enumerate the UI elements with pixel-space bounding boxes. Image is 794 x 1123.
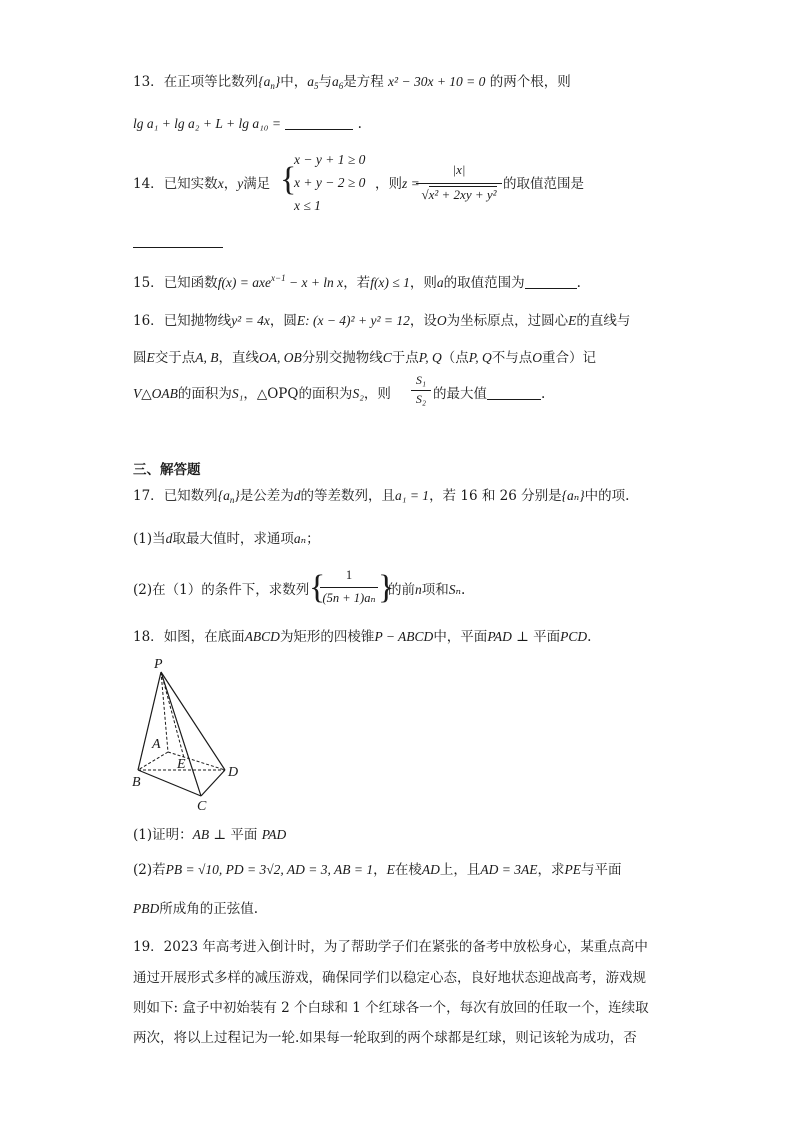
q17-fraction-numerator: 1 bbox=[345, 568, 353, 582]
q14-tail-text: 的取值范围是 bbox=[503, 176, 584, 192]
q17-line1: 17．已知数列$\{a_n\}$是公差为d的等差数列，且a₁ = 1，若 16 和 26 分别是{aₙ}中的项. bbox=[133, 488, 630, 505]
q14-line1: 14．已知实数x，y满足 bbox=[133, 176, 271, 192]
label-A: A bbox=[152, 737, 161, 752]
q15-number: 15． bbox=[133, 275, 164, 291]
q16-fraction-numerator: S₁ bbox=[415, 373, 427, 387]
document-page: 13．在正项等比数列$\{a_n\}$中，$a_5$与$a_6$是方程 x² − 30x + 10 = 0 的两个根，则 lg a₁ + lg a₂ + L + lg a₁₀ = . 14．已知实数x，y满足 { x − y + 1 ≥ 0 x + y − 2 ≥ 0 x ≤ 1 ，则z = |x| √x² + 2xy + y² 的取值范围是 15．已知函数f(x) = axe$^{x-1}$ − x + ln x，若f(x) ≤ 1，则a的取值范围为 . 16．已知抛物线y² = 4x，圆E: (x − 4)² + y² = 12，设O为坐标原点，过圆心E的直线与 圆E交于点A, B，直线OA, OB分别交抛物线C于点P, Q（点P, Q不与点O重合）记 V△OAB的面积为S₁，△OPQ的面积为S₂，则 S₁ S₂ 的最大值 . 三、解答题 17．已知数列$\{a_n\}$是公差为d的等差数列，且a₁ = 1，若 16 和 26 分别是{aₙ}中的项. (1)当d取最大值时，求通项aₙ； (2)在（1）的条件下，求数列 { 1 (5n + 1)aₙ } 的前n项和Sₙ. 18．如图，在底面ABCD为矩形的四棱锥P − ABCD中，平面PAD ⊥ 平面PCD. P A E D B C (1)证明：AB ⊥ 平面 PAD (2)若PB = √10, PD = 3√2, AD = 3, AB = 1，E在棱AD上，且AD = 3AE，求PE与平面 PBD所成角的正弦值. 19．2023 年高考进入倒计时，为了帮助学子们在紧张的备考中放松身心，某重点高中 通过开展形式多样的减压游戏，确保同学们以稳定心态，良好地状态迎战高考，游戏规 则如下: 盒子中初始装有 2 个白球和 1 个红球各一个，每次有放回的任取一个，连续取 两次，将以上过程记为一轮.如果每一轮取到的两个球都是红球，则记该轮为成功，否 bbox=[0, 0, 794, 1123]
q13-answer-blank[interactable] bbox=[285, 115, 353, 130]
q19-line3: 则如下: 盒子中初始装有 2 个白球和 1 个红球各一个，每次有放回的任取一个，连续取 bbox=[133, 1000, 649, 1016]
q14-answer-blank[interactable] bbox=[133, 247, 223, 248]
q16-fraction-bar bbox=[411, 390, 431, 391]
q13-line2: lg a₁ + lg a₂ + L + lg a₁₀ = . bbox=[133, 116, 362, 132]
q16-number: 16． bbox=[133, 313, 164, 329]
q19-line4: 两次，将以上过程记为一轮.如果每一轮取到的两个球都是红球，则记该轮为成功，否 bbox=[133, 1030, 637, 1046]
edge-PE bbox=[161, 672, 184, 758]
q17-part1: (1)当d取最大值时，求通项aₙ； bbox=[133, 531, 320, 547]
q17-fraction-denominator: (5n + 1)aₙ bbox=[322, 591, 376, 605]
q14-constraint-3: x ≤ 1 bbox=[294, 198, 321, 213]
q17-right-brace: } bbox=[378, 569, 395, 606]
q16-fraction-denominator: S₂ bbox=[415, 392, 427, 406]
q14-fraction-denominator: √x² + 2xy + y² bbox=[421, 187, 497, 202]
q14-fraction-bar bbox=[416, 183, 502, 184]
q14-system-brace: { bbox=[280, 161, 297, 198]
q15-answer-blank[interactable] bbox=[525, 274, 577, 289]
q17-part2: (2)在（1）的条件下，求数列 bbox=[133, 582, 310, 598]
edge-BC bbox=[138, 770, 201, 796]
q16-circle: E: (x − 4)² + y² = 12 bbox=[296, 313, 410, 328]
label-P: P bbox=[154, 657, 163, 672]
q13-equation: x² − 30x + 10 = 0 bbox=[388, 74, 486, 89]
q18-line1: 18．如图，在底面ABCD为矩形的四棱锥P − ABCD中，平面PAD ⊥ 平面PCD. bbox=[133, 629, 592, 645]
label-E: E bbox=[177, 757, 186, 772]
q14-number: 14． bbox=[133, 176, 164, 192]
q19-line2: 通过开展形式多样的减压游戏，确保同学们以稳定心态，良好地状态迎战高考，游戏规 bbox=[133, 970, 646, 986]
q17-number: 17． bbox=[133, 488, 164, 504]
edge-AB bbox=[138, 752, 168, 770]
q15-line1: 15．已知函数f(x) = axe$^{x-1}$ − x + ln x，若f(x) ≤ 1，则a的取值范围为 . bbox=[133, 273, 581, 291]
section-heading: 三、解答题 bbox=[133, 462, 201, 477]
q18-given-values: PB = √10, PD = 3√2, AD = 3, AB = 1 bbox=[165, 862, 374, 877]
label-C: C bbox=[197, 799, 207, 814]
edge-CD bbox=[201, 770, 225, 796]
q17-fraction-bar bbox=[320, 587, 378, 588]
edge-PB bbox=[138, 672, 161, 770]
q19-line1: 19．2023 年高考进入倒计时，为了帮助学子们在紧张的备考中放松身心，某重点高中 bbox=[133, 939, 648, 955]
q15-condition: f(x) ≤ 1 bbox=[370, 275, 410, 290]
q16-line3: V△OAB的面积为S₁，△OPQ的面积为S₂，则 bbox=[133, 386, 391, 402]
q15-function: f(x) = axe$^{x-1}$ − x + ln x bbox=[217, 273, 344, 290]
q14-constraint-1: x − y + 1 ≥ 0 bbox=[294, 152, 366, 167]
q14-fraction-numerator: |x| bbox=[452, 162, 466, 177]
q18-number: 18． bbox=[133, 629, 164, 645]
q16-line1: 16．已知抛物线y² = 4x，圆E: (x − 4)² + y² = 12，设O为坐标原点，过圆心E的直线与 bbox=[133, 313, 631, 329]
label-B: B bbox=[132, 775, 141, 790]
q16-parabola: y² = 4x bbox=[231, 313, 270, 328]
q17-left-brace: { bbox=[309, 569, 326, 606]
label-D: D bbox=[228, 765, 239, 780]
q13-line1: 13．在正项等比数列$\{a_n\}$中，$a_5$与$a_6$是方程 x² − 30x + 10 = 0 的两个根，则 bbox=[133, 74, 571, 91]
q16-line2: 圆E交于点A, B，直线OA, OB分别交抛物线C于点P, Q（点P, Q不与点O重合）记 bbox=[133, 350, 597, 366]
q14-z-label: z = bbox=[402, 176, 420, 191]
edge-PC bbox=[161, 672, 201, 796]
edge-PD bbox=[161, 672, 225, 770]
q13-log-sum: lg a₁ + lg a₂ + L + lg a₁₀ = bbox=[133, 116, 281, 131]
q14-constraint-2: x + y − 2 ≥ 0 bbox=[294, 175, 366, 190]
pyramid-figure bbox=[128, 654, 252, 814]
q18-part2: (2)若PB = √10, PD = 3√2, AD = 3, AB = 1，E在棱AD上，且AD = 3AE，求PE与平面 bbox=[133, 862, 622, 878]
q18-part1: (1)证明：AB ⊥ 平面 PAD bbox=[133, 827, 287, 843]
q16-answer-blank[interactable] bbox=[487, 385, 541, 400]
q18-part2-cont: PBD所成角的正弦值. bbox=[133, 901, 259, 917]
q13-number: 13． bbox=[133, 74, 164, 90]
